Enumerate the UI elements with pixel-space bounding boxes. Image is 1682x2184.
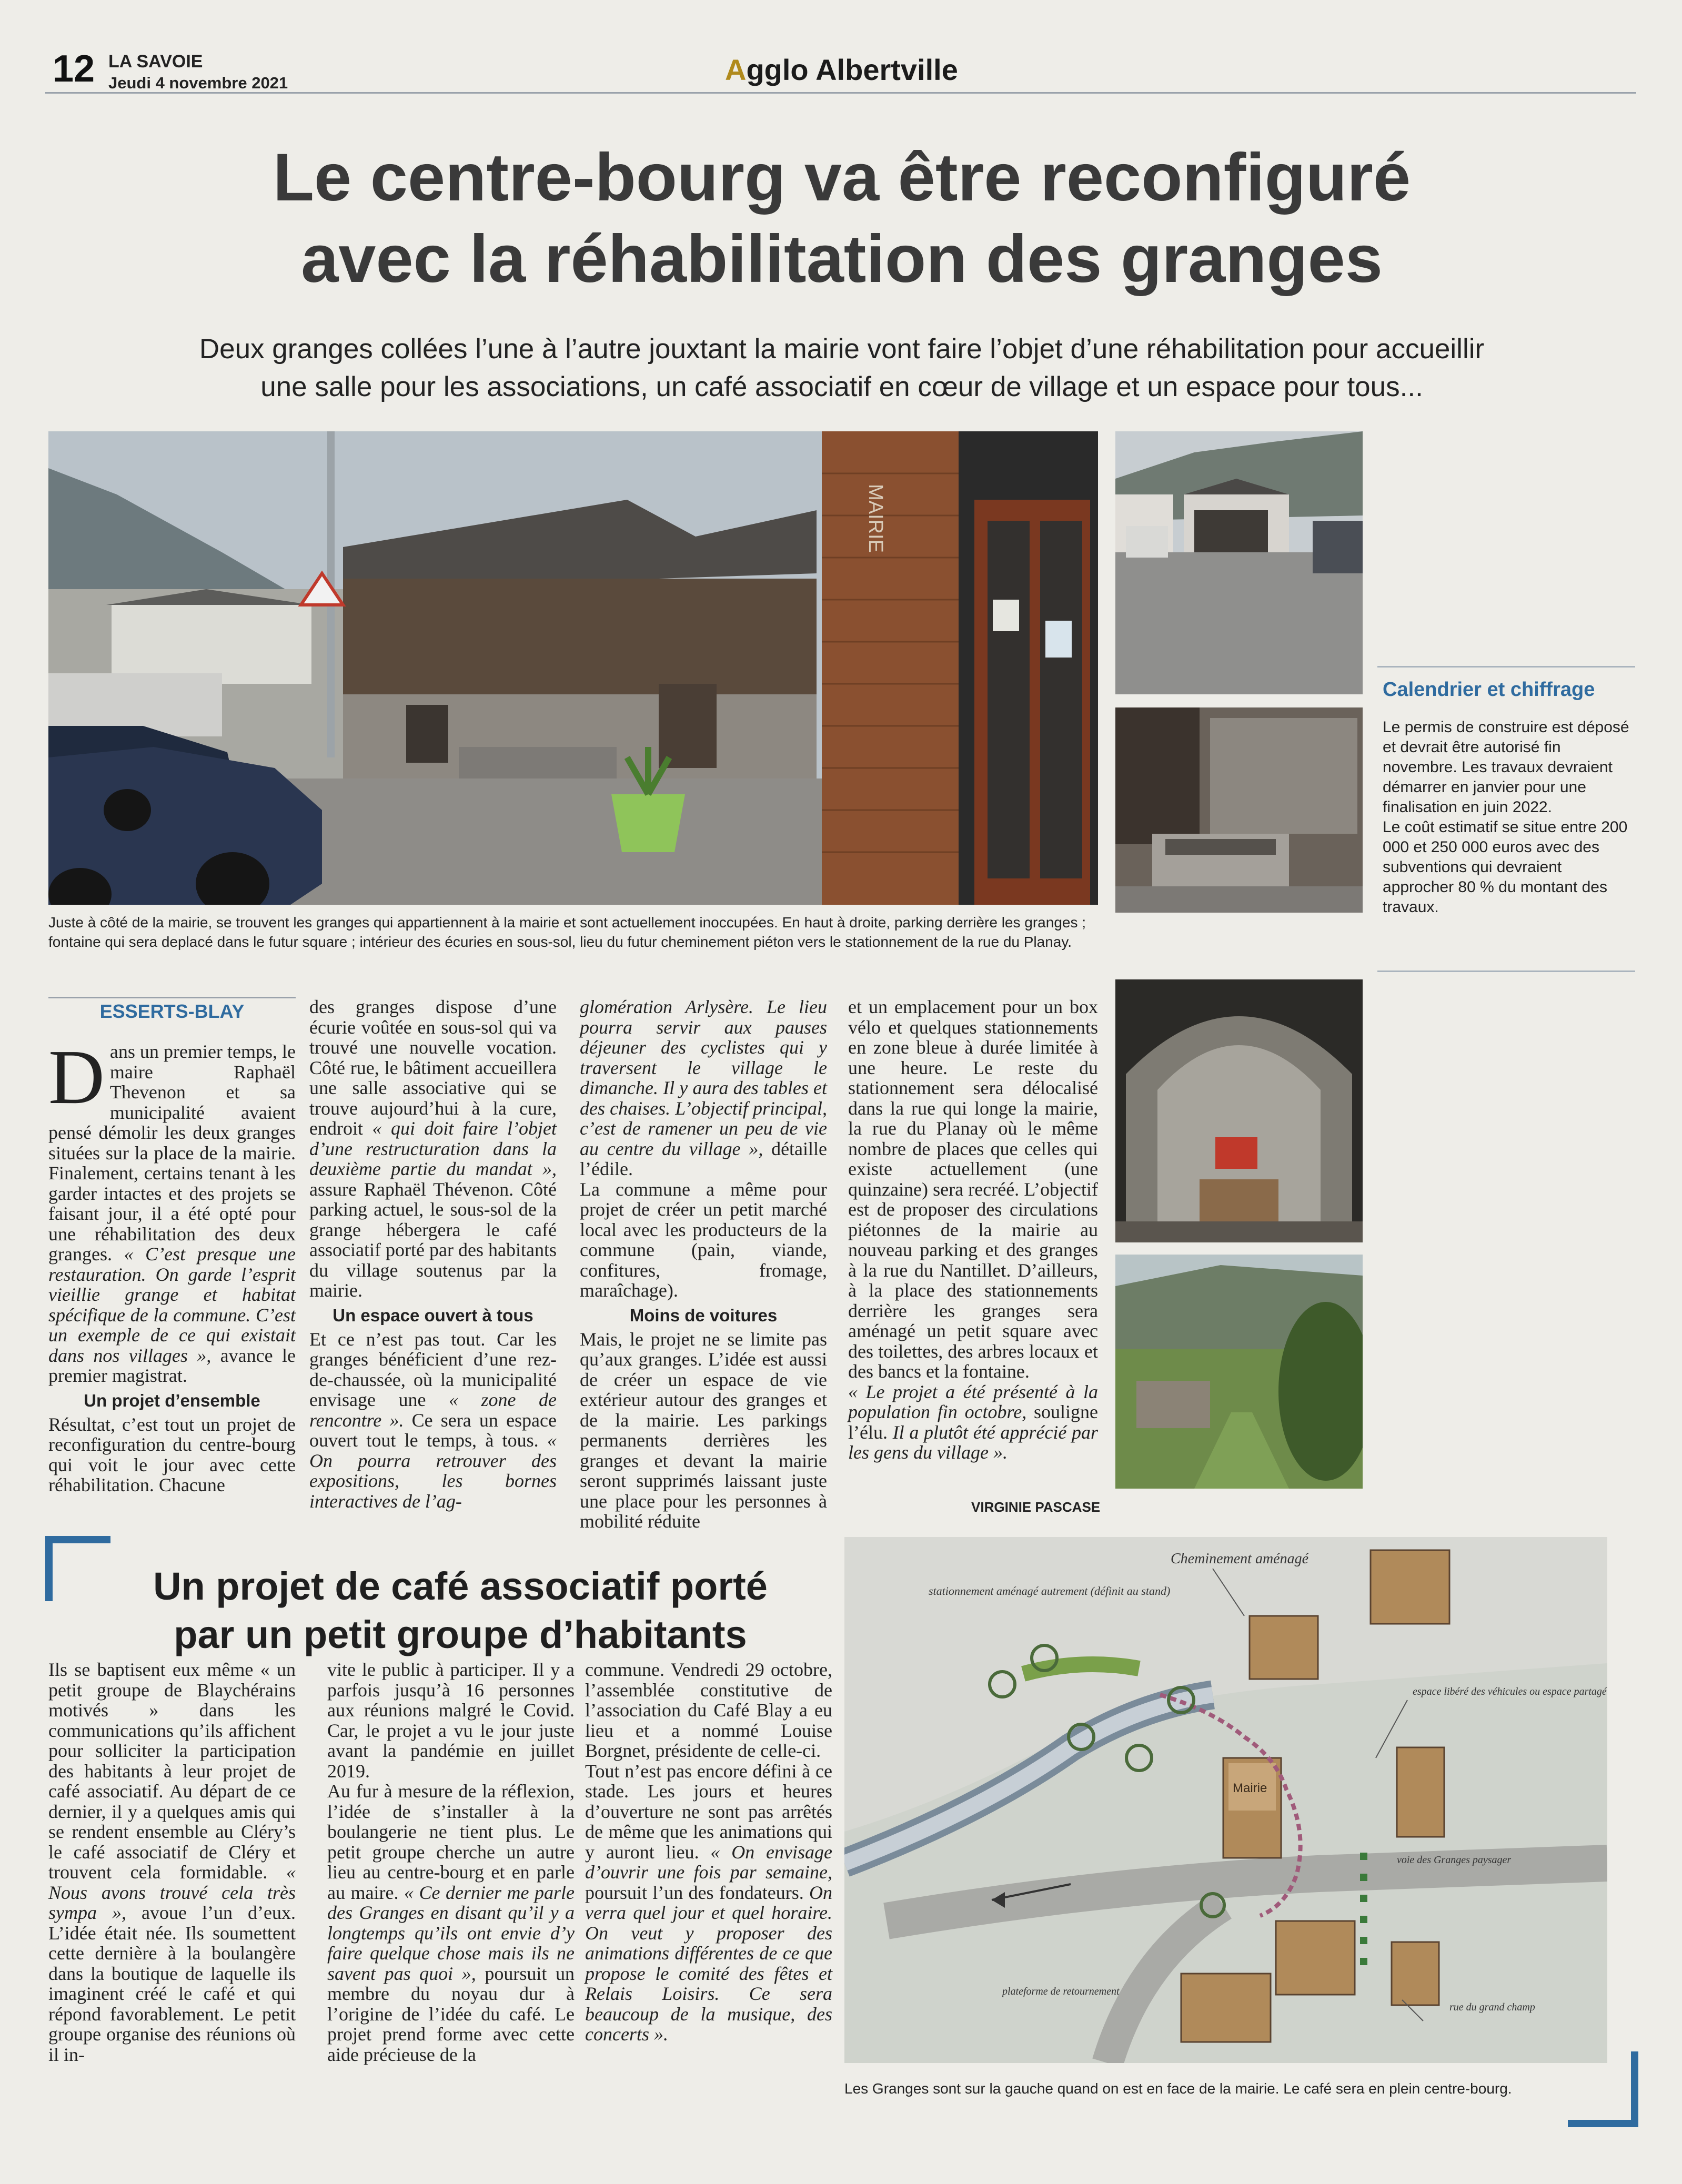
body-paragraph (309, 997, 557, 1301)
quote-text: « Le projet a été présenté à la population fin octobre, (848, 1381, 1098, 1422)
standfirst-line-1: Deux granges collées l’une à l’autre jouxtant la mairie vont faire l’objet d’une réhabilitation pour accueillir (199, 333, 1485, 365)
body-paragraph (327, 1781, 575, 2065)
section-title-rest: gglo Albertville (746, 53, 958, 86)
mairie-sign-text: MAIRIE (864, 484, 887, 553)
subheading: Un projet d’ensemble (84, 1390, 260, 1410)
body-text: des granges dispose d’une écurie voûtée en sous-sol qui va trouvé une nouvelle vocation. Côté rue, le bâtiment accueillera une salle associative qui se trouve aujourd’hui à la cure, endroit (309, 996, 557, 1139)
map-caption: Les Granges sont sur la gauche quand on est en face de la mairie. Le café sera en plein centre-bourg. (844, 2080, 1512, 2097)
body-paragraph (585, 1761, 832, 2045)
quote-text: « qui doit faire l’objet d’une restructuration dans la deuxième partie du mandat », (309, 1118, 557, 1179)
section-title (725, 53, 958, 87)
body-text: Tout n’est pas encore défini à ce stade. Les jours et heures d’ouverture ne sont pas arrêtés de même que les animations qui y auront lieu. (585, 1760, 832, 1863)
article2-column-1 (48, 1660, 296, 2065)
photo-fountain (1115, 707, 1363, 913)
sidebar-paragraph: Le coût estimatif se situe entre 200 000 et 250 000 euros avec des subventions qui devraient approcher 80 % du montant des travaux. (1383, 818, 1628, 916)
author-signature: VIRGINIE PASCASE (971, 1499, 1101, 1515)
body-paragraph (580, 997, 827, 1179)
quote-text: « C’est presque une restauration. On garde l’esprit vieillie grange et habitat spécifique de la commune. C’est un exemple de ce qui existait dans nos villages », (48, 1243, 296, 1366)
body-text: Ce sera un espace ouvert tout le temps, à tous. (309, 1409, 557, 1451)
map-label-stationnement: stationnement aménagé autrement (définit au stand) (929, 1584, 1171, 1597)
quote-text: « Ce dernier me parle des Granges en disant qu’il y a longtemps qu’ils ont envie d’y faire quelque chose mais ils ne savent pas quoi », (327, 1882, 575, 1984)
body-text: détaille l’édile. (580, 1138, 828, 1179)
body-text: poursuit un membre du noyau dur à l’origine de l’idée du café. Le projet prend forme avec cette aide précieuse de la (327, 1963, 575, 2065)
section-title-initial: A (725, 53, 747, 86)
headline-line-2: par un petit groupe d’habitants (174, 1613, 747, 1656)
body-paragraph: Mais, le projet ne se limite pas qu’aux granges. L’idée est aussi de créer un espace de vie extérieur autour des granges et de la mairie. Les parkings permanents derrières les granges et devant la mairie seront supprimés laissant juste une place pour les personnes à mobilité réduite (580, 1328, 827, 1532)
subheading: Moins de voitures (629, 1305, 778, 1325)
subheading: Un espace ouvert à tous (333, 1305, 533, 1325)
body-text: assure Raphaël Thévenon. Côté parking actuel, le sous-sol de la grange hébergera le café associatif porté par des habitants du village soutenus par la mairie. (309, 1178, 557, 1301)
body-paragraph (48, 1034, 296, 1386)
quote-text: On verra quel jour et quel horaire. On veut y proposer des animations différentes de ce que propose le comité des fêtes et Relais Loisirs. Ce sera beaucoup de la musique, des concerts ». (585, 1882, 832, 2045)
map-label-plateforme: plateforme de retournement (1002, 1986, 1120, 1997)
sidebar-rule-bottom (1377, 970, 1635, 972)
drop-cap: D (48, 1034, 105, 1120)
article-kicker: ESSERTS-BLAY (99, 1000, 245, 1022)
body-text: poursuit l’un des fondateurs. (585, 1882, 804, 1903)
article-column-2 (309, 997, 557, 1511)
standfirst-line-2: une salle pour les associations, un café associatif en cœur de village et un espace pour tous... (260, 371, 1423, 402)
map-label-cheminement: Cheminement aménagé (1171, 1551, 1309, 1567)
quote-text: Il a plutôt été apprécié par les gens du village ». (848, 1421, 1098, 1463)
photo-caption: Juste à côté de la mairie, se trouvent les granges qui appartiennent à la mairie et sont actuellement inoccupées. En haut à droite, parking derrière les granges ; fontaine qui sera deplacé dans le futur square ; intérieur des écuries en sous-sol, lieu du futur cheminement piéton vers le stationnement de la rue du Planay. (48, 914, 1086, 950)
map-label-rue: rue du grand champ (1449, 2001, 1535, 2013)
photo-parking (1115, 431, 1363, 694)
sidebar-rule-top (1377, 666, 1635, 668)
article2-column-3 (585, 1660, 832, 2045)
headline-line-2: avec la réhabilitation des granges (301, 221, 1383, 297)
body-text: ans un premier temps, le maire Raphaël Thevenon et sa municipalité avaient pensé démolir les deux granges situées sur la place de la mairie. Finalement, certains tenant à les garder intactes et des projets se faisant jour, il a été opté pour une réhabilitation des deux granges. (48, 1041, 296, 1265)
map-label-voie: voie des Granges paysager (1397, 1854, 1512, 1866)
body-paragraph: vite le public à participer. Il y a parfois jusqu’à 16 personnes aux réunions malgré le Covid. Car, le projet a vu le jour juste avant la pandémie en juillet 2019. (327, 1659, 575, 1782)
article-column-3 (580, 997, 827, 1532)
quote-text: glomération Arlysère. Le lieu pourra servir aux pauses déjeuner des cyclistes qui y traversent le village le dimanche. Il y aura des tables et des chaises. L’objectif principal, c’est de ramener un peu de vie au centre du village », (580, 996, 827, 1159)
body-paragraph (48, 1660, 296, 2065)
site-plan-sketch (844, 1537, 1607, 2063)
quote-text: « On pourra retrouver des expositions, les bornes interactives de l’ag- (309, 1430, 557, 1512)
photo-green-space (1115, 1255, 1363, 1489)
body-text: souligne l’élu. (848, 1401, 1098, 1443)
body-paragraph (848, 1382, 1098, 1463)
sidebar-text (1383, 717, 1635, 917)
newspaper-name: LA SAVOIE (108, 52, 203, 72)
kicker-rule (48, 997, 296, 998)
body-paragraph: commune. Vendredi 29 octobre, l’assemblée constitutive de l’association du Café Blay a eu lieu et a nommé Louise Borgnet, présidente de celle-ci. (585, 1659, 832, 1761)
body-paragraph (309, 1329, 557, 1512)
frame-corner-top-left (45, 1536, 110, 1601)
quote-text: « On envisage d’ouvrir une fois par semaine, (585, 1841, 833, 1883)
sidebar-title: Calendrier et chiffrage (1383, 679, 1595, 701)
main-photo-granges (48, 431, 1098, 905)
headline-line-1: Le centre-bourg va être reconfiguré (273, 140, 1411, 215)
quote-text: « Nous avons trouvé cela très sympa », (48, 1862, 296, 1923)
issue-date: Jeudi 4 novembre 2021 (108, 74, 288, 92)
photo-vaulted-cellar (1115, 979, 1363, 1242)
body-text: avance le premier magistrat. (48, 1344, 296, 1386)
body-paragraph: La commune a même pour projet de créer un petit marché local avec les producteurs de la commune (pain, viande, confitures, fromage, maraîchage). (580, 1178, 827, 1301)
body-text: avoue l’un d’eux. L’idée était née. Ils soumettent cette dernière à la boulangère dans la boutique de laquelle ils imaginent créé le café et qui répond favorablement. Le petit groupe organise des réunions où il in- (48, 1902, 296, 2065)
frame-corner-bottom-right (1568, 2051, 1638, 2127)
header-rule (45, 92, 1636, 94)
article2-headline (105, 1562, 815, 1659)
body-text: Ils se baptisent eux même « un petit groupe de Blaychérains motivés » dans les communications qu’ils affichent pour solliciter la participation des habitants à leur projet de café associatif. Au départ de ce dernier, il y a quelques amis qui se rendent ensemble au Cléry’s le café associatif de Cléry et trouvent cela formidable. (48, 1659, 296, 1883)
map-label-espace: espace libéré des véhicules ou espace partagé (1413, 1686, 1607, 1697)
article-column-4 (848, 997, 1098, 1463)
map-label-mairie: Mairie (1233, 1781, 1267, 1795)
article2-column-2 (327, 1660, 575, 2065)
page-number: 12 (53, 48, 95, 90)
sidebar-paragraph: Le permis de construire est déposé et devrait être autorisé fin novembre. Les travaux devraient démarrer en janvier pour une finalisation en juin 2022. (1383, 719, 1629, 816)
body-text: Et ce n’est pas tout. Car les granges bénéficient d’une rez-de-chaussée, où la municipalité envisage une (309, 1328, 557, 1410)
article-standfirst (95, 330, 1589, 406)
article-headline (79, 137, 1605, 300)
body-paragraph: Résultat, c’est tout un projet de reconfiguration du centre-bourg qui voit le jour avec cette réhabilitation. Chacune (48, 1413, 296, 1495)
body-text: Au fur à mesure de la réflexion, l’idée de s’installer à la boulangerie ne tient plus. Le petit groupe cherche un autre lieu au centre-bourg et en parle au maire. (327, 1781, 575, 1903)
article-column-1 (48, 1034, 296, 1495)
body-paragraph: et un emplacement pour un box vélo et quelques stationnements en zone bleue à durée limitée à une heure. Le reste du stationnement sera délocalisé dans la rue qui longe la mairie, la rue du Planay où le même nombre de places que celles qui existe actuellement (une quinzaine) sera recréé. L’objectif est de proposer des circulations piétonnes de la mairie au nouveau parking et des granges à la rue du Nantillet. D’ailleurs, à la place des stationnements derrière les granges sera aménagé un petit square avec des toilettes, des arbres locaux et des bancs et la fontaine. (848, 996, 1098, 1382)
quote-text: « zone de rencontre ». (309, 1389, 557, 1431)
headline-line-1: Un projet de café associatif porté (153, 1564, 768, 1608)
